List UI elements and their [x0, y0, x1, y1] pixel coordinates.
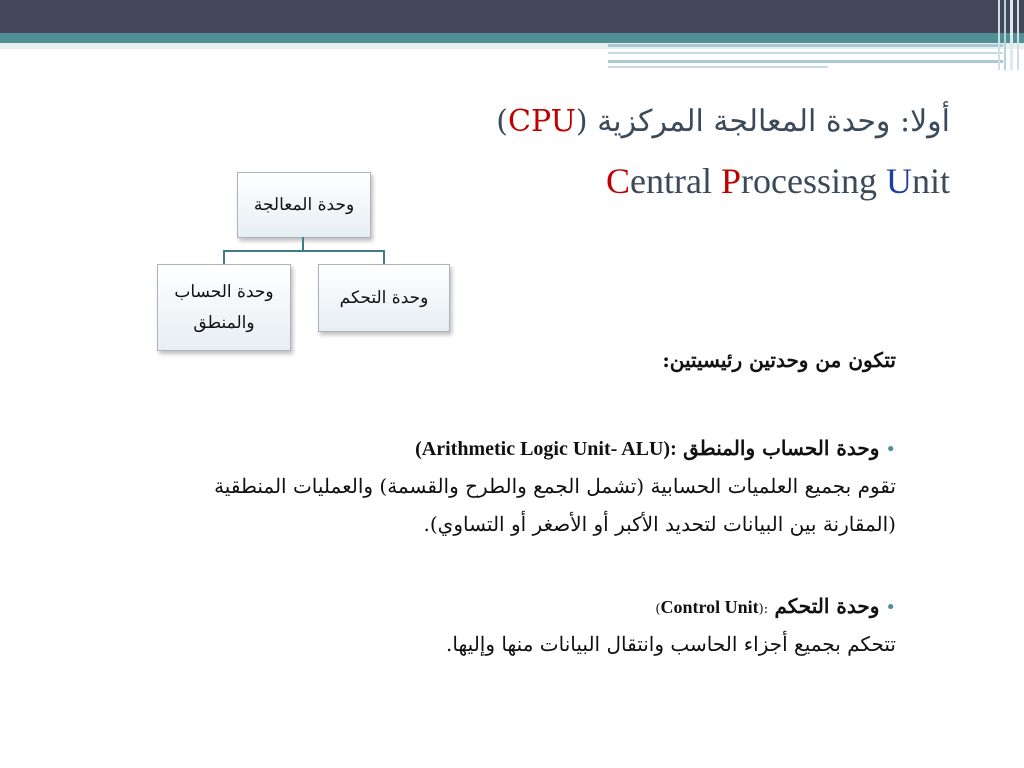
alu-description-line2: (المقارنة بين البيانات لتحديد الأكبر أو الأصغر أو التساوي).	[423, 512, 896, 536]
title-letter-p: P	[720, 161, 742, 201]
org-node-control-unit: وحدة التحكم	[318, 264, 450, 332]
title-word-central: entral	[630, 161, 721, 201]
title-paren-close: )	[496, 104, 509, 139]
org-node-alu-label: وحدة الحساب والمنطق	[174, 281, 274, 333]
alu-heading-english: (Arithmetic Logic Unit- ALU):	[415, 438, 677, 460]
title-cpu: CPU	[508, 104, 576, 139]
header-vertical-line	[1010, 0, 1013, 70]
cu-heading	[655, 594, 896, 618]
header-strip	[608, 44, 1003, 47]
header-vertical-line	[1004, 0, 1006, 70]
slide-title-arabic	[496, 104, 950, 139]
cu-heading-arabic: وحدة التحكم	[774, 594, 880, 618]
title-letter-c: C	[606, 161, 631, 201]
alu-description-line1: تقوم بجميع العلميات الحسابية (تشمل الجمع والطرح والقسمة) والعمليات المنطقية	[214, 474, 896, 498]
title-paren-open: (	[575, 104, 588, 139]
org-connector	[383, 250, 385, 264]
intro-text: تتكون من وحدتين رئيسيتين:	[662, 348, 896, 372]
org-connector	[223, 250, 384, 252]
title-word-unit: nit	[911, 161, 950, 201]
title-word-processing: rocessing	[741, 161, 886, 201]
header-teal-bar	[0, 33, 1024, 43]
org-node-alu	[157, 264, 291, 351]
cu-paren-close: ):	[758, 602, 769, 617]
bullet-icon: •	[885, 439, 896, 460]
cu-heading-english-wrap	[655, 594, 768, 618]
header-vertical-line	[1017, 0, 1019, 70]
bullet-icon: •	[885, 597, 896, 618]
org-connector	[302, 237, 304, 251]
alu-heading	[415, 436, 896, 461]
header-strip	[608, 66, 828, 68]
cu-heading-english: Control Unit	[660, 597, 759, 617]
header-strip	[608, 52, 1003, 54]
title-letter-u: U	[885, 161, 912, 201]
header-vertical-line	[998, 0, 1000, 70]
cu-paren-open: (	[655, 602, 661, 617]
title-arabic-text: أولا: وحدة المعالجة المركزية	[597, 104, 950, 139]
org-node-processing-unit: وحدة المعالجة	[237, 172, 371, 238]
alu-heading-arabic: وحدة الحساب والمنطق	[683, 436, 880, 460]
header-strip	[608, 60, 1003, 63]
header-dark-bar	[0, 0, 1024, 33]
org-connector	[223, 250, 225, 264]
cu-description-line1: تتحكم بجميع أجزاء الحاسب وانتقال البيانات منها وإليها.	[446, 632, 896, 656]
slide-title-english	[606, 160, 950, 202]
